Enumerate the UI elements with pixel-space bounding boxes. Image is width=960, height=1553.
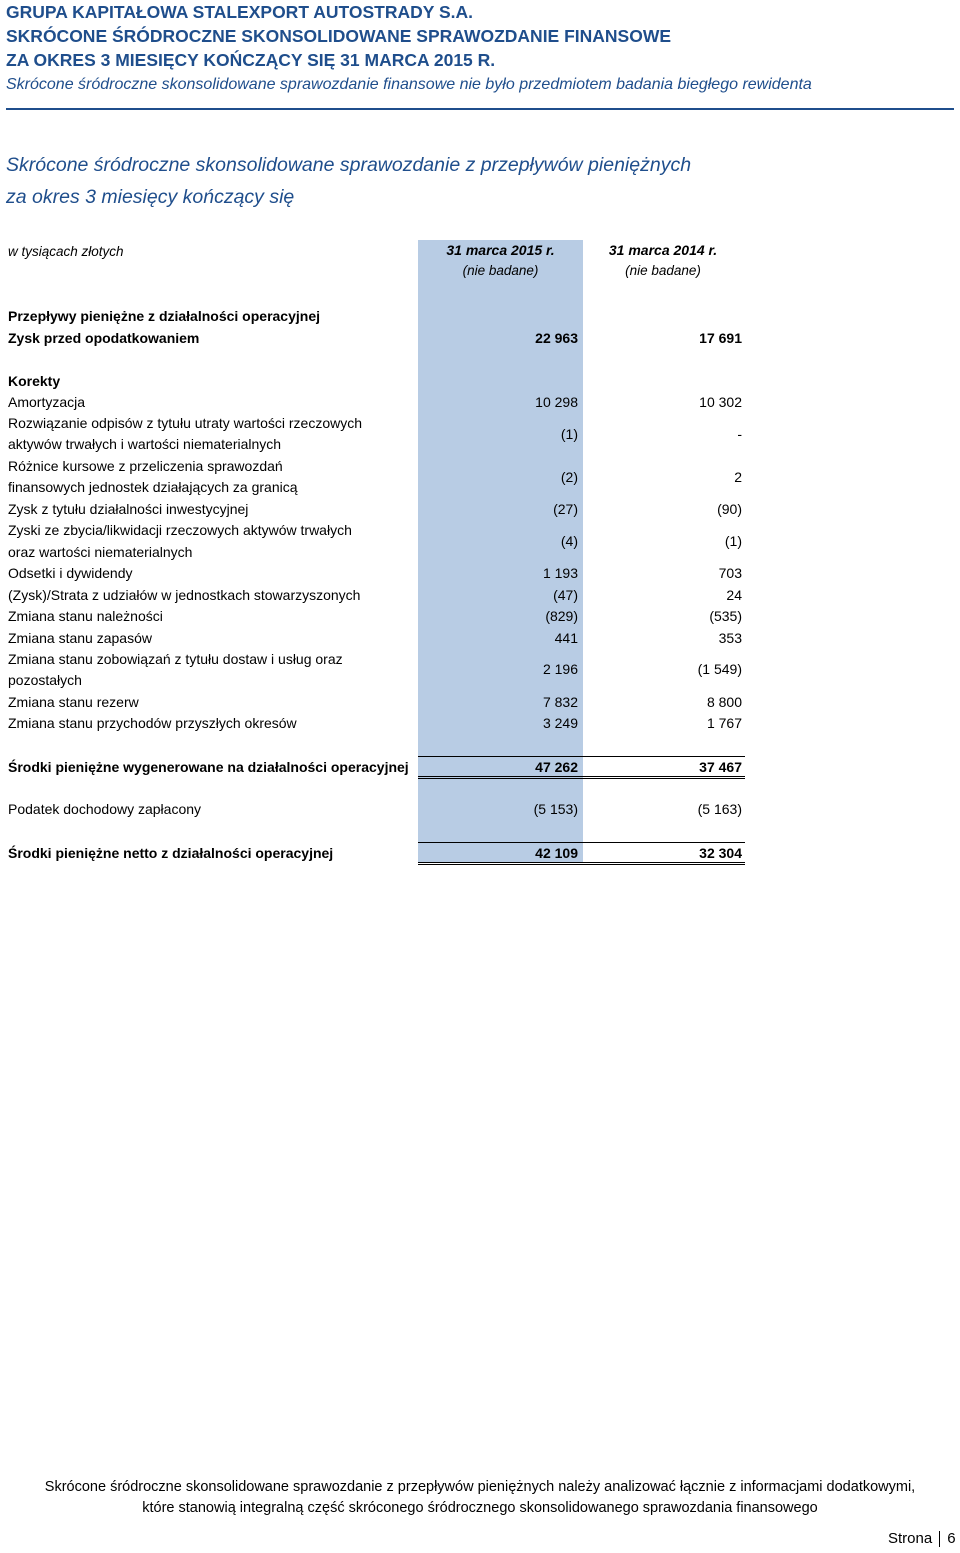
value-2014: 24 <box>726 587 742 603</box>
row-label: Zmiana stanu przychodów przyszłych okresów <box>8 715 297 731</box>
value-2014: 17 691 <box>699 330 742 346</box>
audit-note: Skrócone śródroczne skonsolidowane sprawozdanie finansowe nie było przedmiotem badania biegłego rewidenta <box>6 76 812 93</box>
value-2014: 8 800 <box>706 694 742 710</box>
report-title: SKRÓCONE ŚRÓDROCZNE SKONSOLIDOWANE SPRAWOZDANIE FINANSOWE <box>6 26 672 46</box>
row-label: Różnice kursowe z przeliczenia sprawozdań <box>8 458 283 474</box>
value-2015: 3 249 <box>542 715 578 731</box>
page-separator <box>939 1531 940 1547</box>
value-2015: (47) <box>553 587 578 603</box>
value-2014: 703 <box>718 565 742 581</box>
value-2015: 2 196 <box>542 661 578 677</box>
row-label: Zmiana stanu należności <box>8 608 163 624</box>
value-2015: (2) <box>560 469 578 485</box>
row-label: Środki pieniężne wygenerowane na działalności operacyjnej <box>8 759 409 775</box>
statement-title: Skrócone śródroczne skonsolidowane sprawozdanie z przepływów pieniężnych <box>6 154 692 176</box>
value-2014: - <box>737 426 742 442</box>
value-2015: 1 193 <box>542 565 578 581</box>
row-label-continued: aktywów trwałych i wartości niematerialnych <box>8 436 282 452</box>
value-2015: (5 153) <box>533 801 578 817</box>
page-number <box>888 1530 956 1547</box>
value-2014: (1 549) <box>697 661 742 677</box>
col-2015-note: (nie badane) <box>462 263 539 278</box>
value-2014: 32 304 <box>699 845 742 861</box>
adjustments-heading: Korekty <box>8 373 61 389</box>
value-2014: 2 <box>734 469 742 485</box>
value-2015: 42 109 <box>535 845 578 861</box>
value-2015: 7 832 <box>542 694 578 710</box>
row-label: Odsetki i dywidendy <box>8 565 133 581</box>
value-2015: (829) <box>545 608 578 624</box>
value-2014: 10 302 <box>699 394 742 410</box>
page-number-value: 6 <box>947 1530 956 1547</box>
report-period: ZA OKRES 3 MIESIĘCY KOŃCZĄCY SIĘ 31 MARCA 2015 R. <box>6 50 496 70</box>
value-2015: 22 963 <box>535 330 578 346</box>
page-label: Strona <box>888 1530 933 1547</box>
row-label: Zmiana stanu zapasów <box>8 630 152 646</box>
col-2014-date: 31 marca 2014 r. <box>608 242 718 258</box>
value-2014: (535) <box>709 608 742 624</box>
row-label: Zysk przed opodatkowaniem <box>8 330 200 346</box>
row-label-continued: finansowych jednostek działających za granicą <box>8 479 298 495</box>
row-label: (Zysk)/Strata z udziałów w jednostkach stowarzyszonych <box>8 587 361 603</box>
footer-note-continued: które stanowią integralną część skróconego śródrocznego skonsolidowanego sprawozdania finansowego <box>142 1500 818 1516</box>
row-label: Zysk z tytułu działalności inwestycyjnej <box>8 501 249 517</box>
value-2014: 353 <box>718 630 742 646</box>
section-operating-heading: Przepływy pieniężne z działalności operacyjnej <box>8 308 320 324</box>
col-2015-date: 31 marca 2015 r. <box>446 242 555 258</box>
row-label: Środki pieniężne netto z działalności operacyjnej <box>8 845 334 861</box>
currency-note: w tysiącach złotych <box>8 244 124 259</box>
value-2015: (4) <box>560 533 578 549</box>
footer-note: Skrócone śródroczne skonsolidowane sprawozdanie z przepływów pieniężnych należy analizować łącznie z informacjami dodatkowymi, <box>44 1479 916 1495</box>
row-label: Zyski ze zbycia/likwidacji rzeczowych aktywów trwałych <box>8 522 352 538</box>
value-2015: (27) <box>553 501 578 517</box>
header-divider <box>6 108 954 110</box>
value-2014: 37 467 <box>699 759 742 775</box>
value-2015: 10 298 <box>535 394 578 410</box>
value-2015: 441 <box>554 630 578 646</box>
company-name: GRUPA KAPITAŁOWA STALEXPORT AUTOSTRADY S.A. <box>6 2 474 22</box>
value-2014: (1) <box>724 533 742 549</box>
row-label: Podatek dochodowy zapłacony <box>8 801 202 817</box>
value-2014: (90) <box>717 501 742 517</box>
row-label-continued: pozostałych <box>8 672 82 688</box>
row-label: Zmiana stanu rezerw <box>8 694 139 710</box>
value-2015: 47 262 <box>535 759 578 775</box>
statement-period: za okres 3 miesięcy kończący się <box>6 186 295 208</box>
value-2014: (5 163) <box>697 801 742 817</box>
value-2014: 1 767 <box>706 715 742 731</box>
row-label: Zmiana stanu zobowiązań z tytułu dostaw i usług oraz <box>8 651 343 667</box>
row-label: Amortyzacja <box>8 394 86 410</box>
row-label: Rozwiązanie odpisów z tytułu utraty wartości rzeczowych <box>8 415 363 431</box>
subtotal-rule-bottom <box>418 776 745 779</box>
value-2015: (1) <box>560 426 578 442</box>
col-2014-note: (nie badane) <box>625 263 701 278</box>
row-label-continued: oraz wartości niematerialnych <box>8 544 193 560</box>
total-rule-bottom <box>418 862 745 865</box>
